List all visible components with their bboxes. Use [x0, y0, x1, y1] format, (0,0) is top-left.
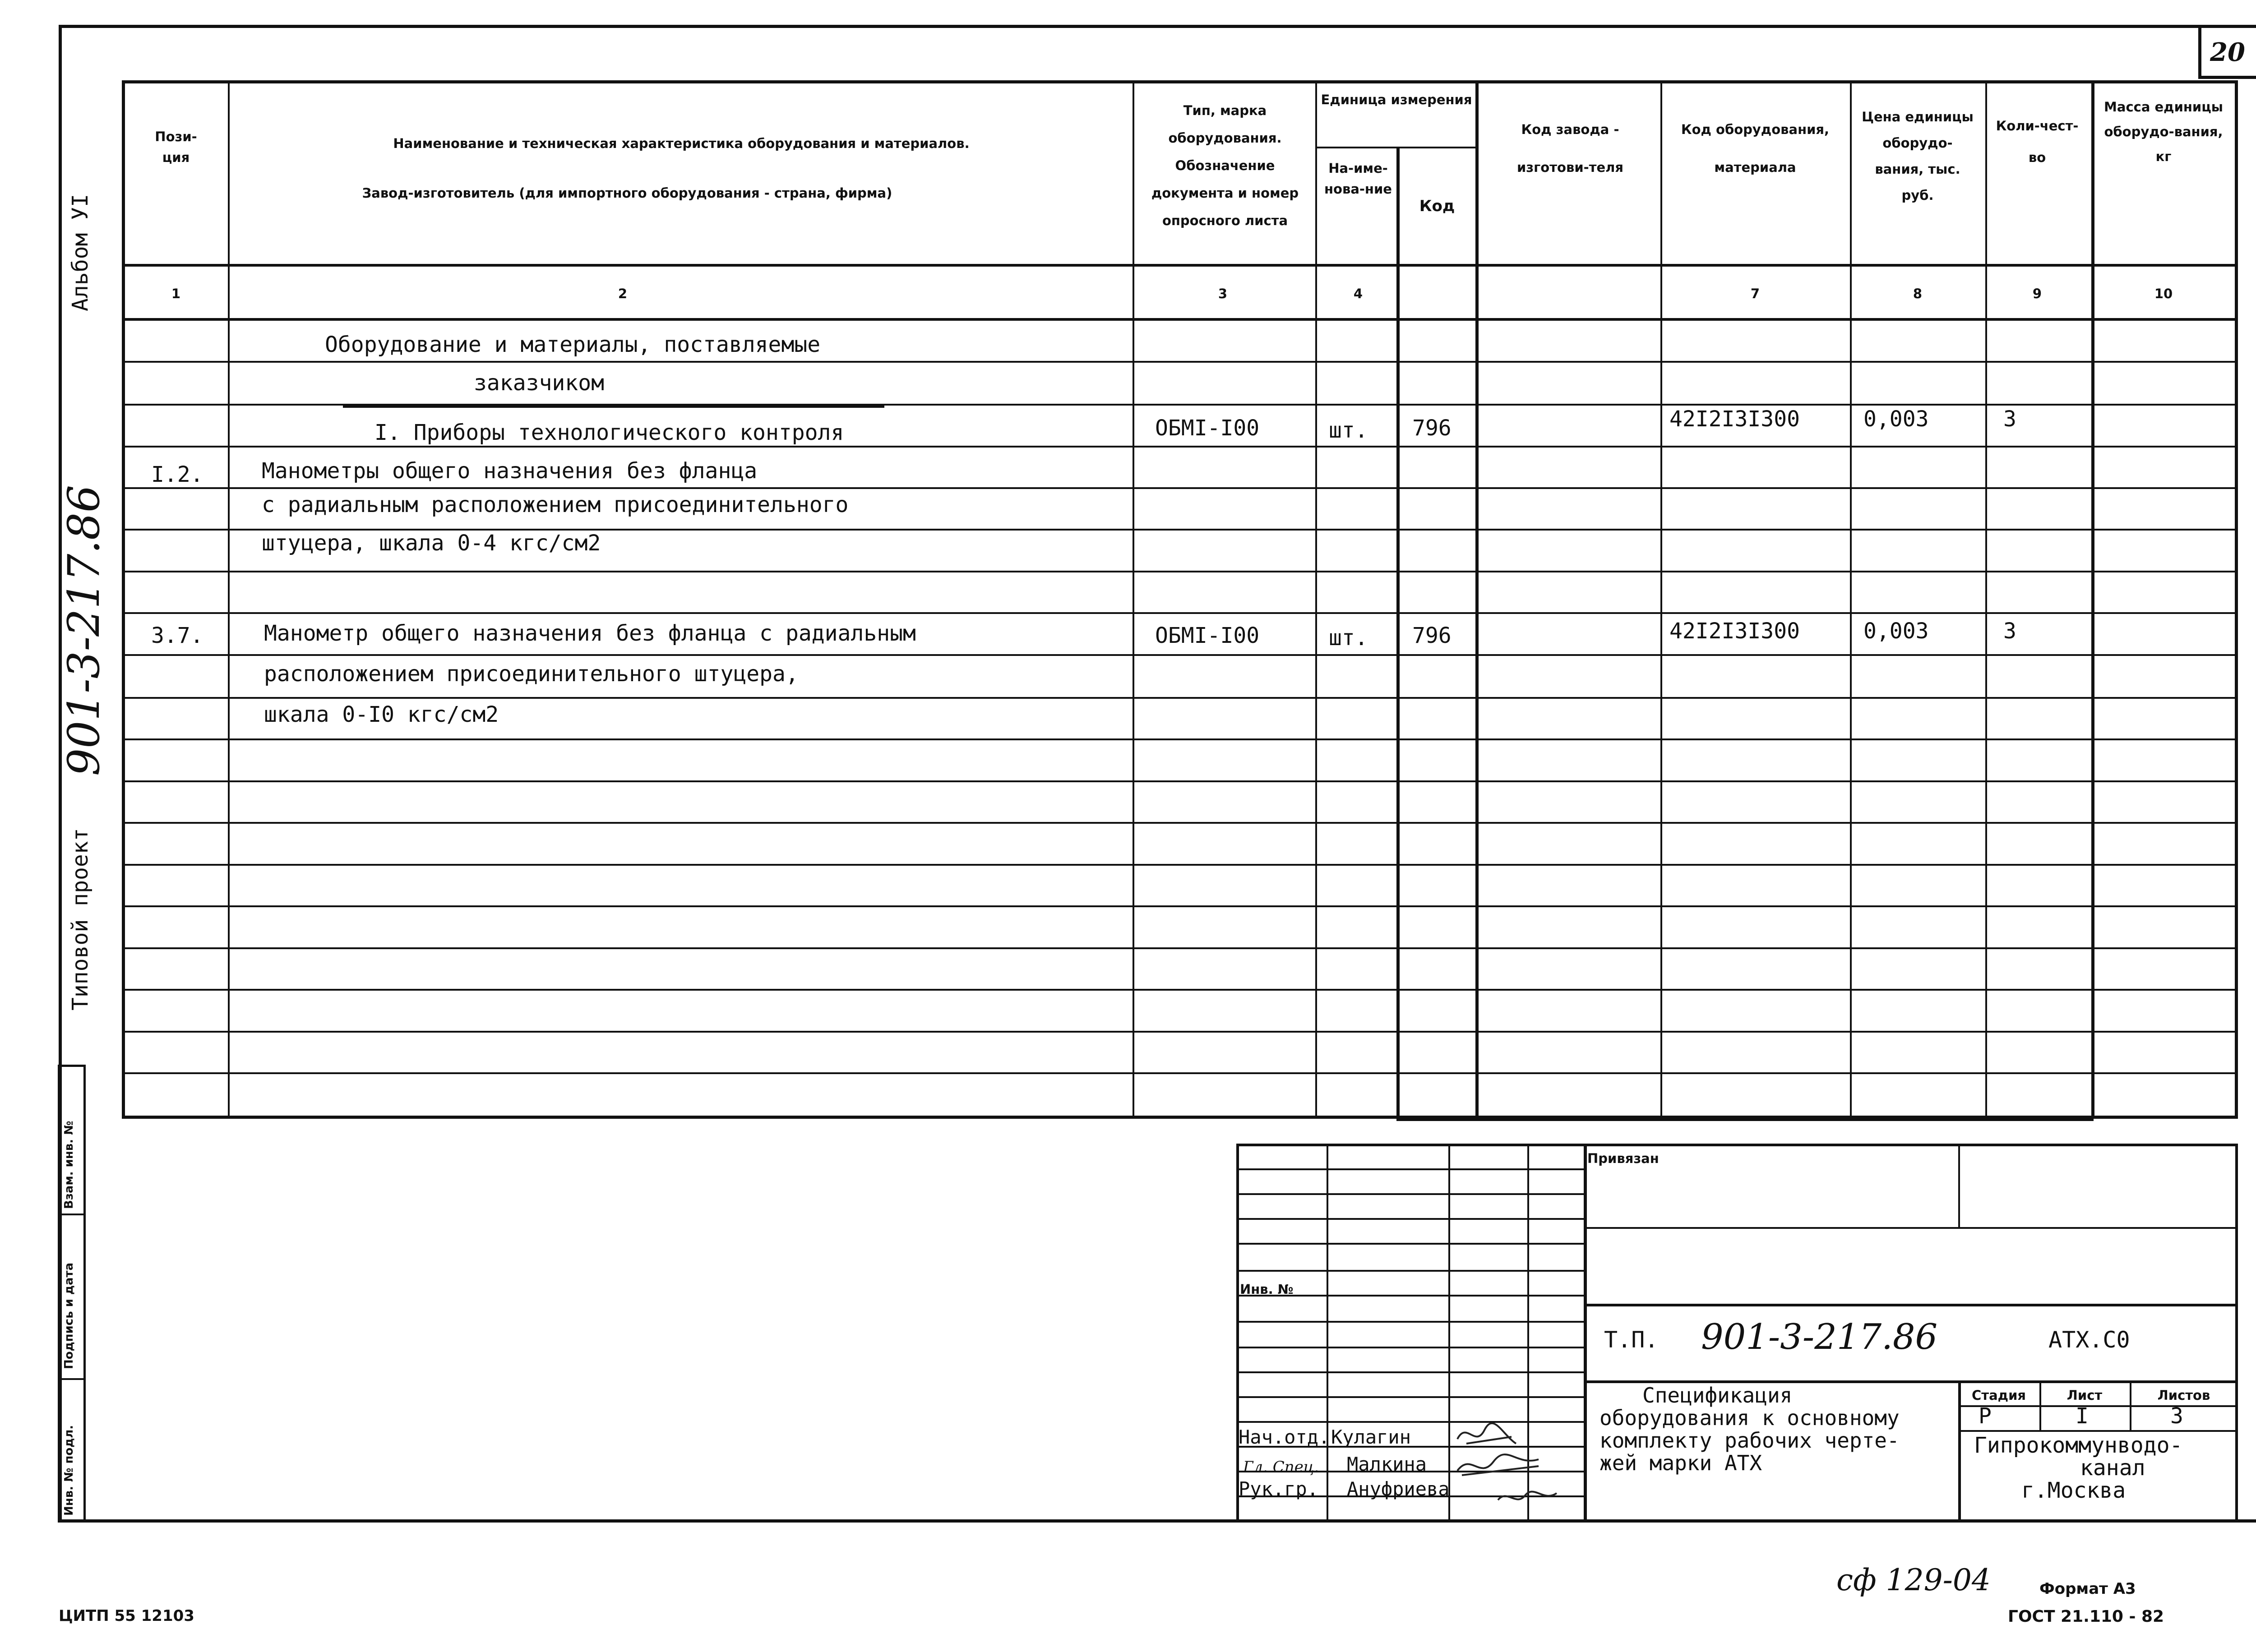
inv-replace-label: Взам. инв. № [62, 1121, 76, 1209]
item2-unit: шт. [1329, 625, 1368, 651]
album-label: Альбом УI [68, 194, 93, 311]
header-factory-code: Код завода - изготови-теля [1516, 122, 1624, 175]
role3-name: Ануфриева [1347, 1478, 1450, 1500]
item2-price: 0,003 [1863, 618, 1929, 644]
colnum-7: 7 [1750, 286, 1760, 301]
item1-position: I.2. [151, 462, 203, 487]
subsection-title: I. Приборы технологического контроля [374, 420, 844, 445]
item1-equipment-code: 42I2I3I300 [1669, 406, 1800, 432]
item2-name-line1: Манометр общего назначения без фланца с радиальным [264, 621, 916, 646]
typical-project-label: Типовой проект [68, 828, 93, 1011]
role2: Гл. Спец. [1243, 1458, 1319, 1476]
colnum-4: 4 [1353, 286, 1363, 301]
inv-no-label: Инв. № [1240, 1282, 1294, 1297]
sheets-label: Листов [2157, 1388, 2210, 1403]
role1-name: Кулагин [1331, 1426, 1411, 1448]
colnum-3: 3 [1218, 286, 1228, 301]
sheets-value: 3 [2170, 1403, 2183, 1429]
gost-label: ГОСТ 21.110 - 82 [2008, 1607, 2164, 1626]
colnum-10: 10 [2154, 286, 2173, 301]
item2-name-line3: шкала 0-I0 кгс/см2 [264, 702, 499, 727]
handwritten-code: сф 129-04 [1836, 1563, 1991, 1597]
item1-name-line1: Манометры общего назначения без фланца [262, 458, 758, 484]
item2-quantity: 3 [2003, 618, 2016, 644]
sheet-label: Лист [2066, 1388, 2103, 1403]
project-prefix: Т.П. [1604, 1327, 1659, 1353]
header-position: Пози- ция [155, 129, 197, 166]
header-unit-group: Единица измерения [1321, 92, 1472, 107]
stage-label: Стадия [1971, 1388, 2026, 1403]
colnum-9: 9 [2032, 286, 2042, 301]
desc-line3: комплекту рабочих черте- [1600, 1428, 1900, 1453]
header-unit-code: Код [1419, 197, 1455, 215]
header-type: Тип, марка оборудования. Обозначение документа и номер опросного листа [1151, 103, 1299, 228]
section-title-cont: заказчиком [474, 370, 604, 396]
inv-original-label: Инв. № подл. [62, 1425, 76, 1516]
desc-line2: оборудования к основному [1600, 1406, 1900, 1430]
section-title: Оборудование и материалы, поставляемые [325, 332, 821, 357]
item1-unit: шт. [1329, 418, 1368, 443]
sign-date-label: Подпись и дата [62, 1262, 76, 1369]
desc-line4: жей марки АТХ [1600, 1451, 1762, 1475]
bound-label: Привязан [1587, 1151, 1659, 1166]
item2-unit-code: 796 [1412, 623, 1452, 648]
org-line2: канал [2080, 1455, 2145, 1481]
printer-label: ЦИТП 55 12103 [59, 1607, 194, 1625]
side-project-number: 901-3-217.86 [59, 485, 109, 776]
doc-code: АТХ.С0 [2048, 1327, 2130, 1353]
spec-table [122, 80, 2238, 1119]
desc-line1: Спецификация [1642, 1383, 1793, 1407]
format-label: Формат А3 [2039, 1580, 2136, 1598]
item1-unit-code: 796 [1412, 415, 1452, 441]
colnum-2: 2 [618, 286, 628, 301]
header-manufacturer: Завод-изготовитель (для импортного оборудования - страна, фирма) [362, 185, 892, 201]
header-price: Цена единицы оборудо-вания, тыс. руб. [1862, 109, 1974, 203]
sheet-number: 20 [2210, 37, 2245, 67]
item1-type: ОБМI-I00 [1155, 415, 1260, 441]
item1-name-line3: штуцера, шкала 0-4 кгс/см2 [262, 531, 601, 556]
header-equipment-code: Код оборудования, материала [1681, 122, 1830, 175]
header-mass: Масса единицы оборудо-вания, кг [2104, 99, 2223, 165]
item1-price: 0,003 [1863, 406, 1929, 432]
header-name: Наименование и техническая характеристика оборудования и материалов. [393, 136, 970, 151]
role2-name: Малкина [1347, 1453, 1427, 1475]
signatures [1448, 1417, 1584, 1520]
colnum-1: 1 [171, 286, 181, 301]
item1-name-line2: с радиальным расположением присоединительного [262, 492, 849, 517]
colnum-8: 8 [1913, 286, 1923, 301]
stage-value: Р [1979, 1403, 1992, 1429]
org-line1: Гипрокоммунводо- [1974, 1433, 2183, 1458]
header-unit-name: На-име-нова-ние [1324, 161, 1392, 197]
item2-position: 3.7. [151, 623, 203, 648]
project-number: 901-3-217.86 [1701, 1317, 1938, 1357]
org-line3: г.Москва [2021, 1478, 2126, 1503]
item2-type: ОБМI-I00 [1155, 623, 1260, 648]
role3: Рук.гр. [1239, 1478, 1319, 1500]
item2-name-line2: расположением присоединительного штуцера, [264, 661, 799, 687]
role1: Нач.отд. [1239, 1426, 1330, 1448]
header-quantity: Коли-чест-во [1996, 118, 2079, 165]
item2-equipment-code: 42I2I3I300 [1669, 618, 1800, 644]
item1-quantity: 3 [2003, 406, 2016, 432]
sheet-value: I [2076, 1403, 2089, 1429]
